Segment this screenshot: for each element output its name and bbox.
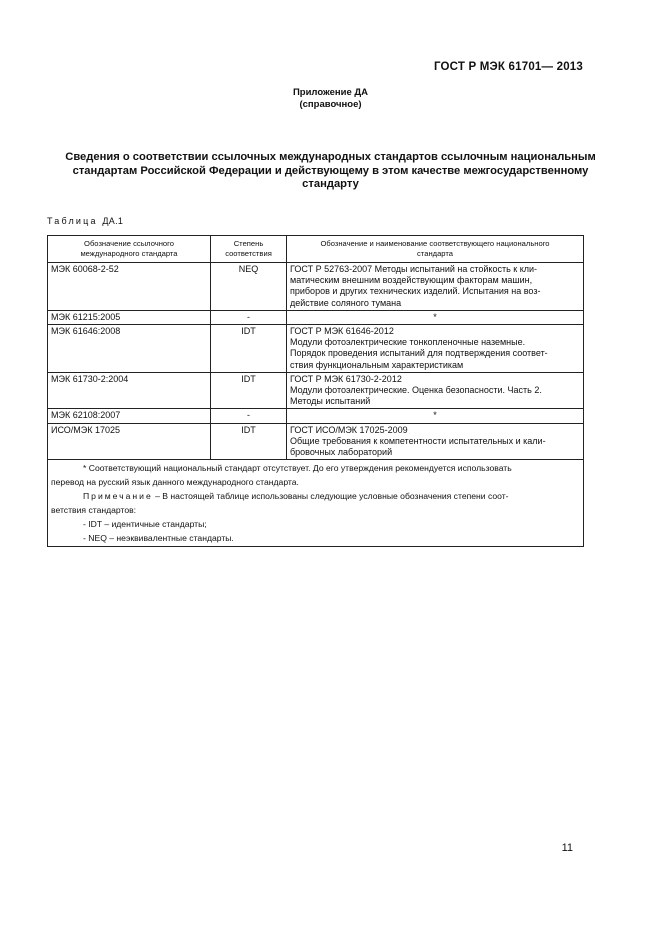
heading-line: Сведения о соответствии ссылочных международных стандартов ссылочным национальным — [65, 151, 596, 163]
intl-standard-cell: ИСО/МЭК 17025 — [48, 423, 211, 460]
intl-standard-cell: МЭК 60068-2-52 — [48, 263, 211, 311]
note-continued: ветствия стандартов: — [51, 505, 137, 516]
table-row — [48, 372, 584, 409]
national-standard-cell: * — [287, 310, 584, 324]
legend-item-idt: - IDT – идентичные стандарты; — [83, 519, 207, 530]
intl-standard-cell: МЭК 62108:2007 — [48, 409, 211, 423]
national-standard-cell: ГОСТ Р МЭК 61646-2012 Модули фотоэлектрические тонкопленочные наземные. Порядок проведения испытаний для подтверждения соответ- ствия функциональным характеристикам — [287, 325, 584, 373]
document-code: ГОСТ Р МЭК 61701— 2013 — [433, 61, 583, 73]
table-row — [48, 263, 584, 311]
correspondence-table — [47, 235, 584, 547]
column-header-intl: Обозначение ссылочного международного стандарта — [48, 236, 211, 263]
footnote-continued: перевод на русский язык данного международного стандарта. — [51, 477, 299, 488]
national-standard-cell: ГОСТ ИСО/МЭК 17025-2009 Общие требования к компетентности испытательных и кали- бровочных лабораторий — [287, 423, 584, 460]
national-standard-cell: * — [287, 409, 584, 423]
heading-line: стандартам Российской Федерации и действующему в этом качестве межгосударственному — [72, 164, 589, 177]
degree-cell: IDT — [211, 372, 287, 409]
table-row — [48, 423, 584, 460]
table-footer — [48, 460, 584, 547]
intl-standard-cell: МЭК 61730-2:2004 — [48, 372, 211, 409]
legend-item-neq: - NEQ – неэквивалентные стандарты. — [83, 533, 234, 544]
national-standard-cell: ГОСТ Р МЭК 61730-2-2012 Модули фотоэлектрические. Оценка безопасности. Часть 2. Методы испытаний — [287, 372, 584, 409]
table-row — [48, 409, 584, 423]
table-row — [48, 310, 584, 324]
intl-standard-cell: МЭК 61646:2008 — [48, 325, 211, 373]
intl-standard-cell: МЭК 61215:2005 — [48, 310, 211, 324]
note-label: Примечание — [83, 491, 153, 502]
heading-line: стандарту — [302, 178, 359, 190]
section-heading — [40, 151, 621, 192]
table-caption — [47, 216, 123, 226]
page-number: 11 — [561, 842, 573, 854]
table-row — [48, 325, 584, 373]
appendix-label — [0, 87, 661, 111]
degree-cell: IDT — [211, 423, 287, 460]
table-caption-word: Таблица — [47, 216, 98, 226]
table-caption-number: ДА.1 — [102, 216, 124, 226]
degree-cell: - — [211, 310, 287, 324]
table-footer-row — [48, 460, 584, 547]
column-header-national: Обозначение и наименование соответствующего национального стандарта — [287, 236, 584, 263]
degree-cell: NEQ — [211, 263, 287, 311]
appendix-title: Приложение ДА — [292, 87, 369, 98]
column-header-degree: Степень соответствия — [211, 236, 287, 263]
table-header-row — [48, 236, 584, 263]
appendix-subtitle: (справочное) — [299, 99, 362, 110]
note — [51, 489, 580, 503]
national-standard-cell: ГОСТ Р 52763-2007 Методы испытаний на стойкость к кли- матическим внешним воздействующим факторам машин, приборов и других технических изделий. Испытания на воз- действие соляного тумана — [287, 263, 584, 311]
footnote: * Соответствующий национальный стандарт отсутствует. До его утверждения рекомендуется использовать — [83, 463, 512, 474]
degree-cell: IDT — [211, 325, 287, 373]
degree-cell: - — [211, 409, 287, 423]
note-text: – В настоящей таблице использованы следующие условные обозначения степени соот- — [152, 491, 509, 502]
